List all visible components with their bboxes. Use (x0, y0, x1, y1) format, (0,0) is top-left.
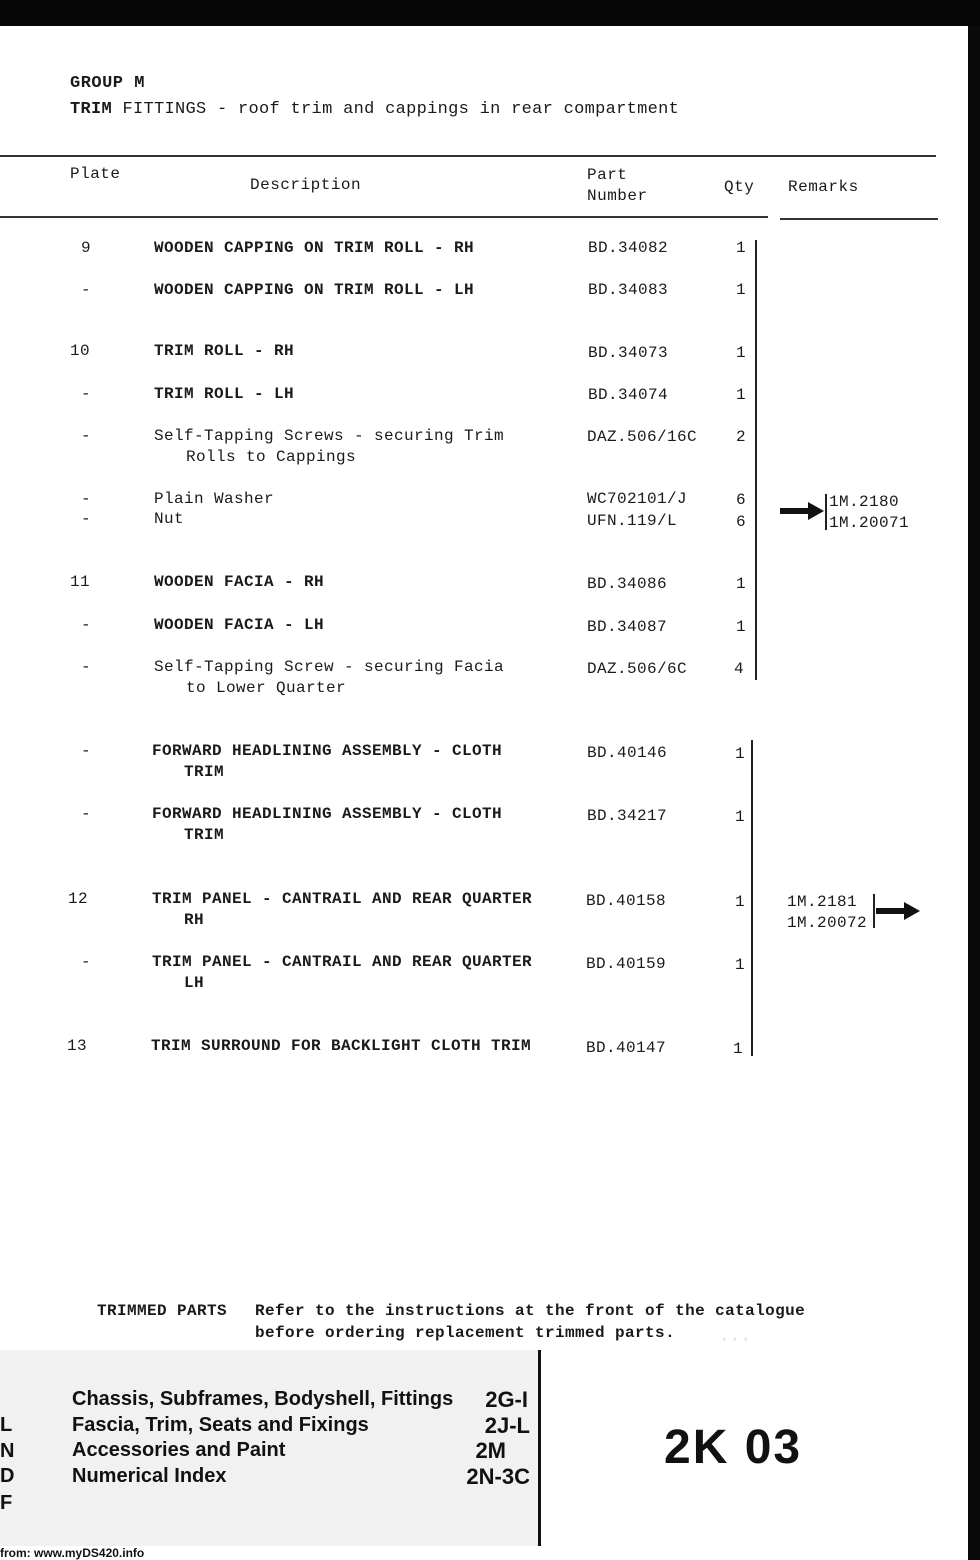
row-10-description: FORWARD HEADLINING ASSEMBLY - CLOTH (152, 742, 503, 760)
row-8-part: BD.34087 (587, 618, 668, 636)
row-3-description: TRIM ROLL - RH (154, 342, 295, 360)
row-13-plate: - (81, 953, 92, 971)
row-13-description-cont: LH (184, 974, 205, 992)
row-2-qty: 1 (736, 281, 747, 299)
remarks-bar-lower (873, 894, 875, 928)
row-11-description: FORWARD HEADLINING ASSEMBLY - CLOTH (152, 805, 503, 823)
row-7-qty: 1 (736, 575, 747, 593)
col-description: Description (250, 176, 362, 194)
col-plate: Plate (70, 165, 121, 183)
row-14-description: TRIM SURROUND FOR BACKLIGHT CLOTH TRIM (151, 1037, 532, 1055)
remarks-rule (780, 218, 938, 220)
row-10-description-cont: TRIM (184, 763, 225, 781)
row-13-qty: 1 (735, 956, 746, 974)
row-6-description-2: Nut (154, 510, 185, 528)
index-item-accessories: Accessories and Paint (72, 1439, 286, 1461)
col-part-number-2: Number (587, 187, 648, 205)
page-title-rest: FITTINGS - roof trim and cappings in rear compartment (122, 100, 680, 119)
index-code-numerical: 2N-3C (466, 1464, 530, 1489)
row-5-plate: - (81, 427, 92, 445)
row-9-qty: 4 (734, 660, 745, 678)
change-bar-upper (755, 240, 757, 680)
row-2-plate: - (81, 281, 92, 299)
row-11-qty: 1 (735, 808, 746, 826)
row-8-qty: 1 (736, 618, 747, 636)
row-3-plate: 10 (70, 342, 91, 360)
row-4-plate: - (81, 385, 92, 403)
row-3-part: BD.34073 (588, 344, 669, 362)
row-7-description: WOODEN FACIA - RH (154, 573, 325, 591)
row-2-part: BD.34083 (588, 281, 669, 299)
row-5-qty: 2 (736, 428, 747, 446)
row-9-part: DAZ.506/6C (587, 660, 688, 678)
page-title-bold: TRIM (70, 100, 113, 119)
note-label: TRIMMED PARTS (97, 1302, 228, 1320)
row-11-description-cont: TRIM (184, 826, 225, 844)
row-10-qty: 1 (735, 745, 746, 763)
page-title (70, 100, 679, 119)
top-border (0, 0, 980, 26)
remarks-lower-2: 1M.20072 (787, 914, 868, 932)
remarks-bar-upper (825, 494, 827, 530)
index-code-fascia: 2J-L (484, 1413, 530, 1438)
row-5-description-cont: Rolls to Cappings (186, 448, 357, 466)
row-11-part: BD.34217 (587, 807, 668, 825)
header-bottom-rule (0, 216, 768, 218)
row-6-plate: - (81, 490, 92, 508)
row-8-description: WOODEN FACIA - LH (154, 616, 325, 634)
row-12-part: BD.40158 (586, 892, 667, 910)
col-part-number-1: Part (587, 166, 628, 184)
row-12-description-cont: RH (184, 911, 205, 929)
index-item-fascia: Fascia, Trim, Seats and Fixings (72, 1414, 369, 1436)
row-6-plate-2: - (81, 510, 92, 528)
note-text-line-1: Refer to the instructions at the front of the catalogue (255, 1302, 806, 1320)
row-6-description: Plain Washer (154, 490, 275, 508)
col-remarks: Remarks (788, 178, 859, 196)
index-item-numerical: Numerical Index (72, 1465, 227, 1487)
row-14-qty: 1 (733, 1040, 744, 1058)
row-14-plate: 13 (67, 1037, 88, 1055)
note-text-line-2: before ordering replacement trimmed parts. (255, 1324, 676, 1342)
index-code-chassis: 2G-I (485, 1387, 528, 1412)
row-9-plate: - (81, 658, 92, 676)
row-11-plate: - (81, 805, 92, 823)
row-4-part: BD.34074 (588, 386, 669, 404)
edge-tab-2: N (0, 1440, 15, 1462)
index-code-accessories: 2M (475, 1438, 506, 1463)
group-label: GROUP M (70, 74, 145, 93)
row-1-part: BD.34082 (588, 239, 669, 257)
row-9-description: Self-Tapping Screw - securing Facia (154, 658, 505, 676)
row-12-qty: 1 (735, 893, 746, 911)
page-code: 2K 03 (664, 1421, 803, 1474)
remarks-upper-1: 1M.2180 (829, 493, 900, 511)
row-7-part: BD.34086 (587, 575, 668, 593)
row-8-plate: - (81, 616, 92, 634)
row-1-plate: 9 (81, 239, 92, 257)
edge-tab-3: D (0, 1465, 15, 1487)
row-13-description: TRIM PANEL - CANTRAIL AND REAR QUARTER (152, 953, 533, 971)
row-6-part: WC702101/J (587, 490, 688, 508)
row-2-description: WOODEN CAPPING ON TRIM ROLL - LH (154, 281, 475, 299)
index-divider (538, 1350, 541, 1546)
row-14-part: BD.40147 (586, 1039, 667, 1057)
col-qty: Qty (724, 178, 755, 196)
row-12-plate: 12 (68, 890, 89, 908)
index-item-chassis: Chassis, Subframes, Bodyshell, Fittings (72, 1388, 454, 1410)
row-6-part-2: UFN.119/L (587, 512, 678, 530)
arrow-right-icon (780, 501, 826, 521)
source-url: from: www.myDS420.info (0, 1546, 145, 1560)
right-border (968, 26, 980, 1560)
remarks-lower-1: 1M.2181 (787, 893, 858, 911)
change-bar-lower (751, 740, 753, 1056)
row-1-qty: 1 (736, 239, 747, 257)
row-5-part: DAZ.506/16C (587, 428, 698, 446)
row-4-description: TRIM ROLL - LH (154, 385, 295, 403)
header-top-rule (0, 155, 936, 157)
row-13-part: BD.40159 (586, 955, 667, 973)
arrow-right-icon (876, 901, 922, 921)
faint-watermark: ··· (720, 1322, 752, 1352)
row-10-part: BD.40146 (587, 744, 668, 762)
edge-tab-4: F (0, 1492, 13, 1514)
row-3-qty: 1 (736, 344, 747, 362)
remarks-upper-2: 1M.20071 (829, 514, 910, 532)
row-6-qty-2: 6 (736, 513, 747, 531)
row-9-description-cont: to Lower Quarter (186, 679, 347, 697)
row-7-plate: 11 (70, 573, 91, 591)
row-10-plate: - (81, 742, 92, 760)
row-5-description: Self-Tapping Screws - securing Trim (154, 427, 505, 445)
row-6-qty: 6 (736, 491, 747, 509)
row-12-description: TRIM PANEL - CANTRAIL AND REAR QUARTER (152, 890, 533, 908)
edge-tab-1: L (0, 1414, 13, 1436)
row-1-description: WOODEN CAPPING ON TRIM ROLL - RH (154, 239, 475, 257)
row-4-qty: 1 (736, 386, 747, 404)
